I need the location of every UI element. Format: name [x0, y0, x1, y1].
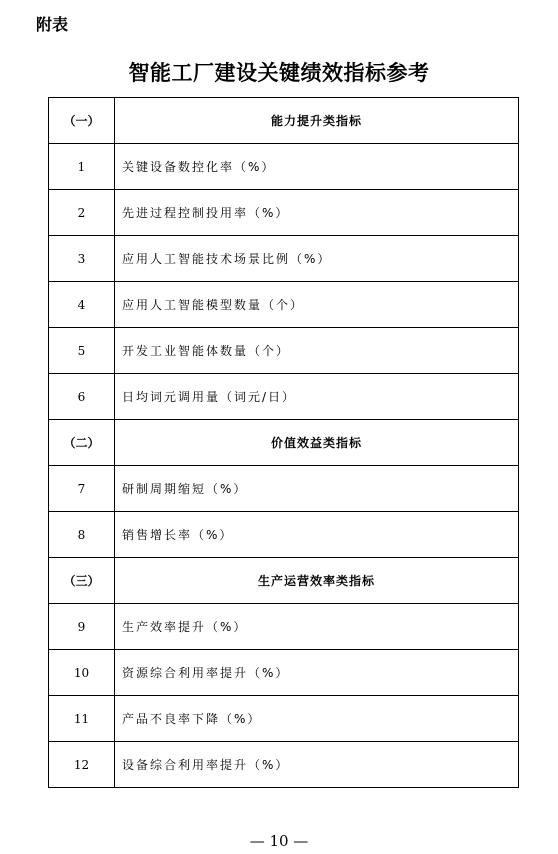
- appendix-label: 附表: [36, 15, 69, 34]
- section-number: （一）: [49, 98, 115, 144]
- row-number: 7: [49, 466, 115, 512]
- section-name: 价值效益类指标: [115, 420, 519, 466]
- row-number: 9: [49, 604, 115, 650]
- table-row: [49, 144, 519, 190]
- table-row: [49, 650, 519, 696]
- page-number: — 10 —: [249, 832, 309, 850]
- indicator-name: 设备综合利用率提升（%）: [115, 742, 519, 788]
- indicator-name: 资源综合利用率提升（%）: [115, 650, 519, 696]
- indicator-name: 生产效率提升（%）: [115, 604, 519, 650]
- table-row: [49, 466, 519, 512]
- row-number: 5: [49, 328, 115, 374]
- indicator-name: 日均词元调用量（词元/日）: [115, 374, 519, 420]
- table-row: [49, 696, 519, 742]
- indicator-name: 先进过程控制投用率（%）: [115, 190, 519, 236]
- row-number: 12: [49, 742, 115, 788]
- table-row: [49, 190, 519, 236]
- row-number: 6: [49, 374, 115, 420]
- section-name: 能力提升类指标: [115, 98, 519, 144]
- indicator-name: 开发工业智能体数量（个）: [115, 328, 519, 374]
- row-number: 3: [49, 236, 115, 282]
- page-title: 智能工厂建设关键绩效指标参考: [128, 60, 430, 85]
- row-number: 4: [49, 282, 115, 328]
- table-row: [49, 604, 519, 650]
- table-row: [49, 282, 519, 328]
- section-number: （二）: [49, 420, 115, 466]
- indicator-name: 应用人工智能技术场景比例（%）: [115, 236, 519, 282]
- table-row: [49, 742, 519, 788]
- row-number: 11: [49, 696, 115, 742]
- table-row: [49, 328, 519, 374]
- table-row: [49, 374, 519, 420]
- indicator-name: 研制周期缩短（%）: [115, 466, 519, 512]
- row-number: 1: [49, 144, 115, 190]
- kpi-table: [48, 97, 519, 788]
- indicator-name: 关键设备数控化率（%）: [115, 144, 519, 190]
- table-row: [49, 512, 519, 558]
- indicator-name: 产品不良率下降（%）: [115, 696, 519, 742]
- section-header-row: [49, 420, 519, 466]
- section-header-row: [49, 558, 519, 604]
- row-number: 8: [49, 512, 115, 558]
- row-number: 2: [49, 190, 115, 236]
- section-header-row: [49, 98, 519, 144]
- indicator-name: 应用人工智能模型数量（个）: [115, 282, 519, 328]
- section-name: 生产运营效率类指标: [115, 558, 519, 604]
- section-number: （三）: [49, 558, 115, 604]
- indicator-name: 销售增长率（%）: [115, 512, 519, 558]
- row-number: 10: [49, 650, 115, 696]
- table-row: [49, 236, 519, 282]
